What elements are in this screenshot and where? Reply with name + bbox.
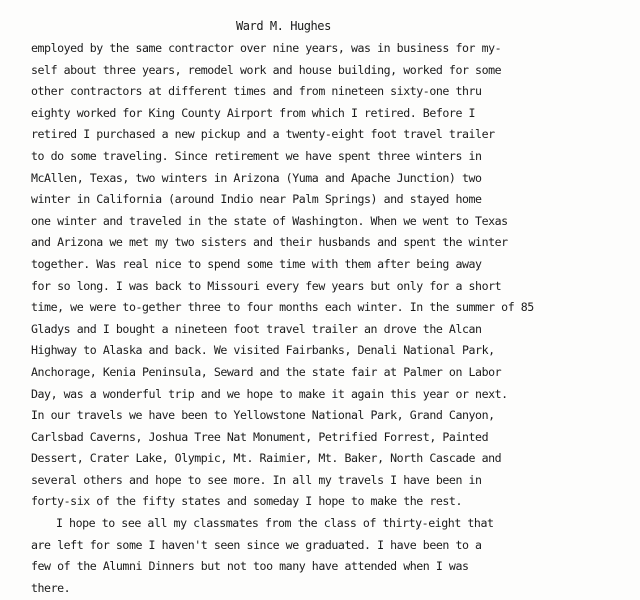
text-line: few of the Alumni Dinners but not too many have attended when I was [31,559,469,574]
text-line: other contractors at different times and from nineteen sixty-one thru [31,84,482,99]
text-line: In our travels we have been to Yellowstone National Park, Grand Canyon, [31,408,495,423]
text-line: time, we were to-gether three to four months each winter. In the summer of 85 [31,300,534,315]
text-line: retired I purchased a new pickup and a twenty-eight foot travel trailer [31,127,495,142]
text-line: several others and hope to see more. In all my travels I have been in [31,472,482,487]
text-line: winter in California (around Indio near Palm Springs) and stayed home [31,192,482,207]
text-line: and Arizona we met my two sisters and their husbands and spent the winter [31,235,508,250]
text-line: Anchorage, Kenia Peninsula, Seward and the state fair at Palmer on Labor [31,364,502,379]
text-line: Gladys and I bought a nineteen foot travel trailer an drove the Alcan [31,321,482,336]
paragraph-first-line: I hope to see all my classmates from the class of thirty-eight that [56,516,494,531]
text-line: Dessert, Crater Lake, Olympic, Mt. Raimier, Mt. Baker, North Cascade and [31,451,502,466]
text-line: McAllen, Texas, two winters in Arizona (Yuma and Apache Junction) two [31,170,482,185]
text-line: employed by the same contractor over nine years, was in business for my- [31,41,502,55]
text-line: to do some traveling. Since retirement we have spent three winters in [31,148,482,163]
text-line: one winter and traveled in the state of Washington. When we went to Texas [31,213,508,228]
document-body [31,38,631,599]
text-line: for so long. I was back to Missouri every few years but only for a short [31,278,502,293]
text-line: there. [31,580,71,595]
text-line: Day, was a wonderful trip and we hope to make it again this year or next. [31,386,508,401]
text-line: self about three years, remodel work and house building, worked for some [31,62,502,77]
text-line: Carlsbad Caverns, Joshua Tree Nat Monument, Petrified Forrest, Painted [31,429,489,444]
text-line: together. Was real nice to spend some time with them after being away [31,256,482,271]
text-line: are left for some I haven't seen since we graduated. I have been to a [31,537,482,552]
text-line: forty-six of the fifty states and someday I hope to make the rest. [31,494,462,509]
text-line: eighty worked for King County Airport from which I retired. Before I [31,105,476,120]
page-title: Ward M. Hughes [236,19,331,33]
text-line: Highway to Alaska and back. We visited Fairbanks, Denali National Park, [31,343,495,358]
